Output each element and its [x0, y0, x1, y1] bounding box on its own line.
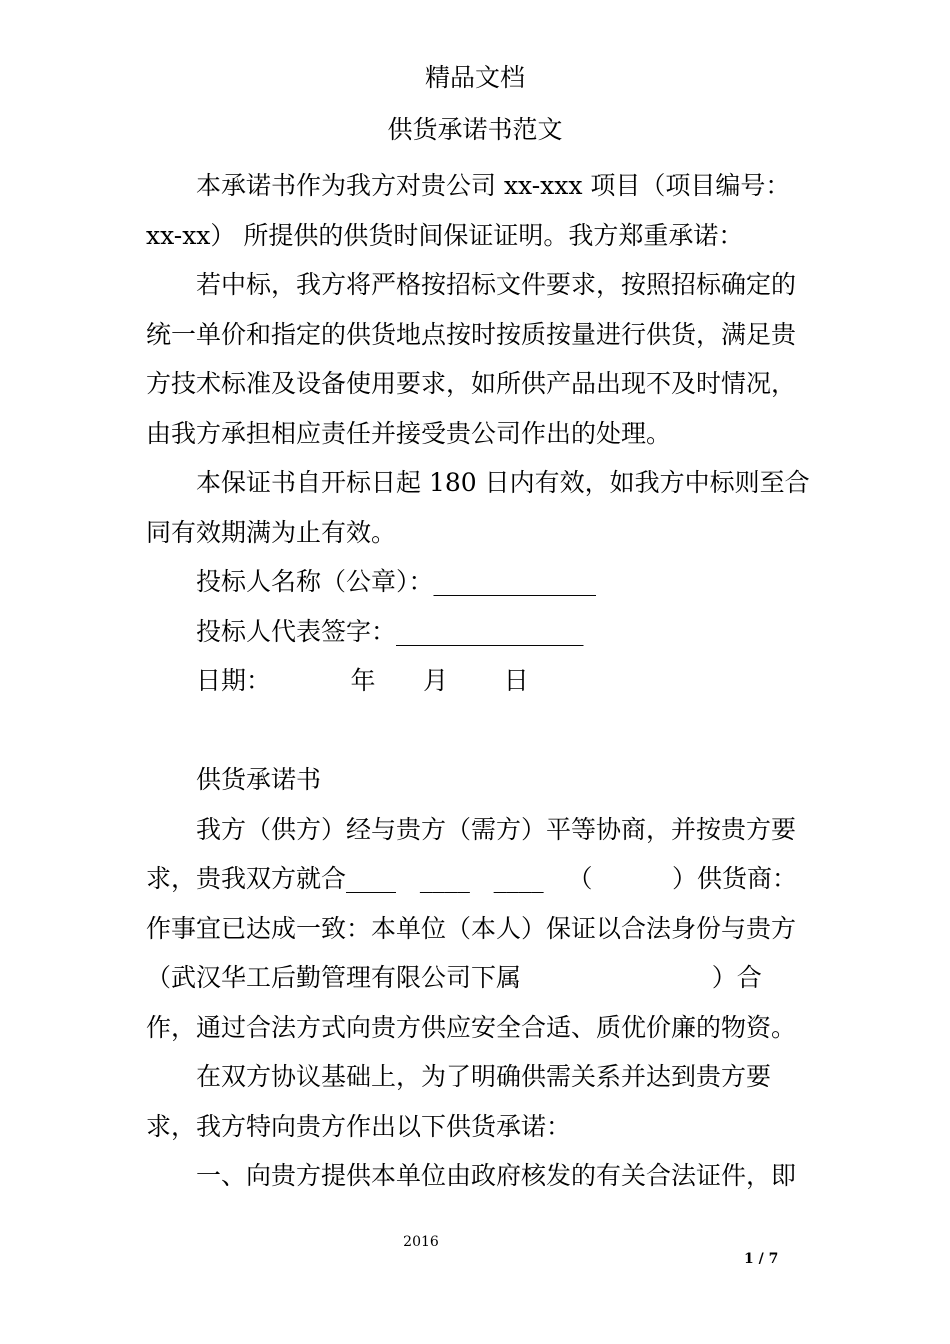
paragraph-line: xx-xx） 所提供的供货时间保证证明。我方郑重承诺：	[146, 221, 744, 250]
paragraph-line: 在双方协议基础上，为了明确供需关系并达到贵方要	[196, 1062, 772, 1091]
paragraph-line: 本承诺书作为我方对贵公司 xx-xxx 项目（项目编号：	[196, 171, 791, 200]
paragraph-line: 求，我方特向贵方作出以下供货承诺：	[146, 1112, 572, 1141]
paragraph-line: 同有效期满为止有效。	[146, 518, 397, 547]
page-number: 1 / 7	[744, 1251, 779, 1267]
paragraph-line: 一、向贵方提供本单位由政府核发的有关合法证件，即	[196, 1161, 797, 1190]
document-title: 供货承诺书范文	[387, 115, 563, 144]
paragraph-line: 我方（供方）经与贵方（需方）平等协商，并按贵方要	[196, 815, 797, 844]
paragraph-line: （武汉华工后勤管理有限公司下属 ）合	[146, 963, 762, 992]
bidder-name-line: 投标人名称（公章）：_____________	[196, 567, 597, 596]
section-heading: 供货承诺书	[196, 765, 322, 794]
representative-signature-line: 投标人代表签字：_______________	[196, 617, 584, 646]
page-header: 精品文档	[424, 63, 525, 92]
paragraph-line: 本保证书自开标日起 180 日内有效，如我方中标则至合	[196, 468, 810, 497]
paragraph-line: 作，通过合法方式向贵方供应安全合适、质优价廉的物资。	[146, 1013, 797, 1042]
paragraph-line: 统一单价和指定的供货地点按时按质按量进行供货，满足贵	[146, 320, 797, 349]
paragraph-line: 若中标，我方将严格按招标文件要求，按照招标确定的	[196, 270, 797, 299]
paragraph-line: 方技术标准及设备使用要求，如所供产品出现不及时情况，	[146, 369, 797, 398]
paragraph-line: 由我方承担相应责任并接受贵公司作出的处理。	[146, 419, 672, 448]
date-line: 日期： 年 月 日	[196, 666, 529, 695]
paragraph-line: 求，贵我双方就合____ ____ ____ （ ）供货商：	[146, 864, 797, 893]
footer-year: 2016	[403, 1234, 439, 1250]
paragraph-line: 作事宜已达成一致：本单位（本人）保证以合法身份与贵方	[146, 914, 797, 943]
